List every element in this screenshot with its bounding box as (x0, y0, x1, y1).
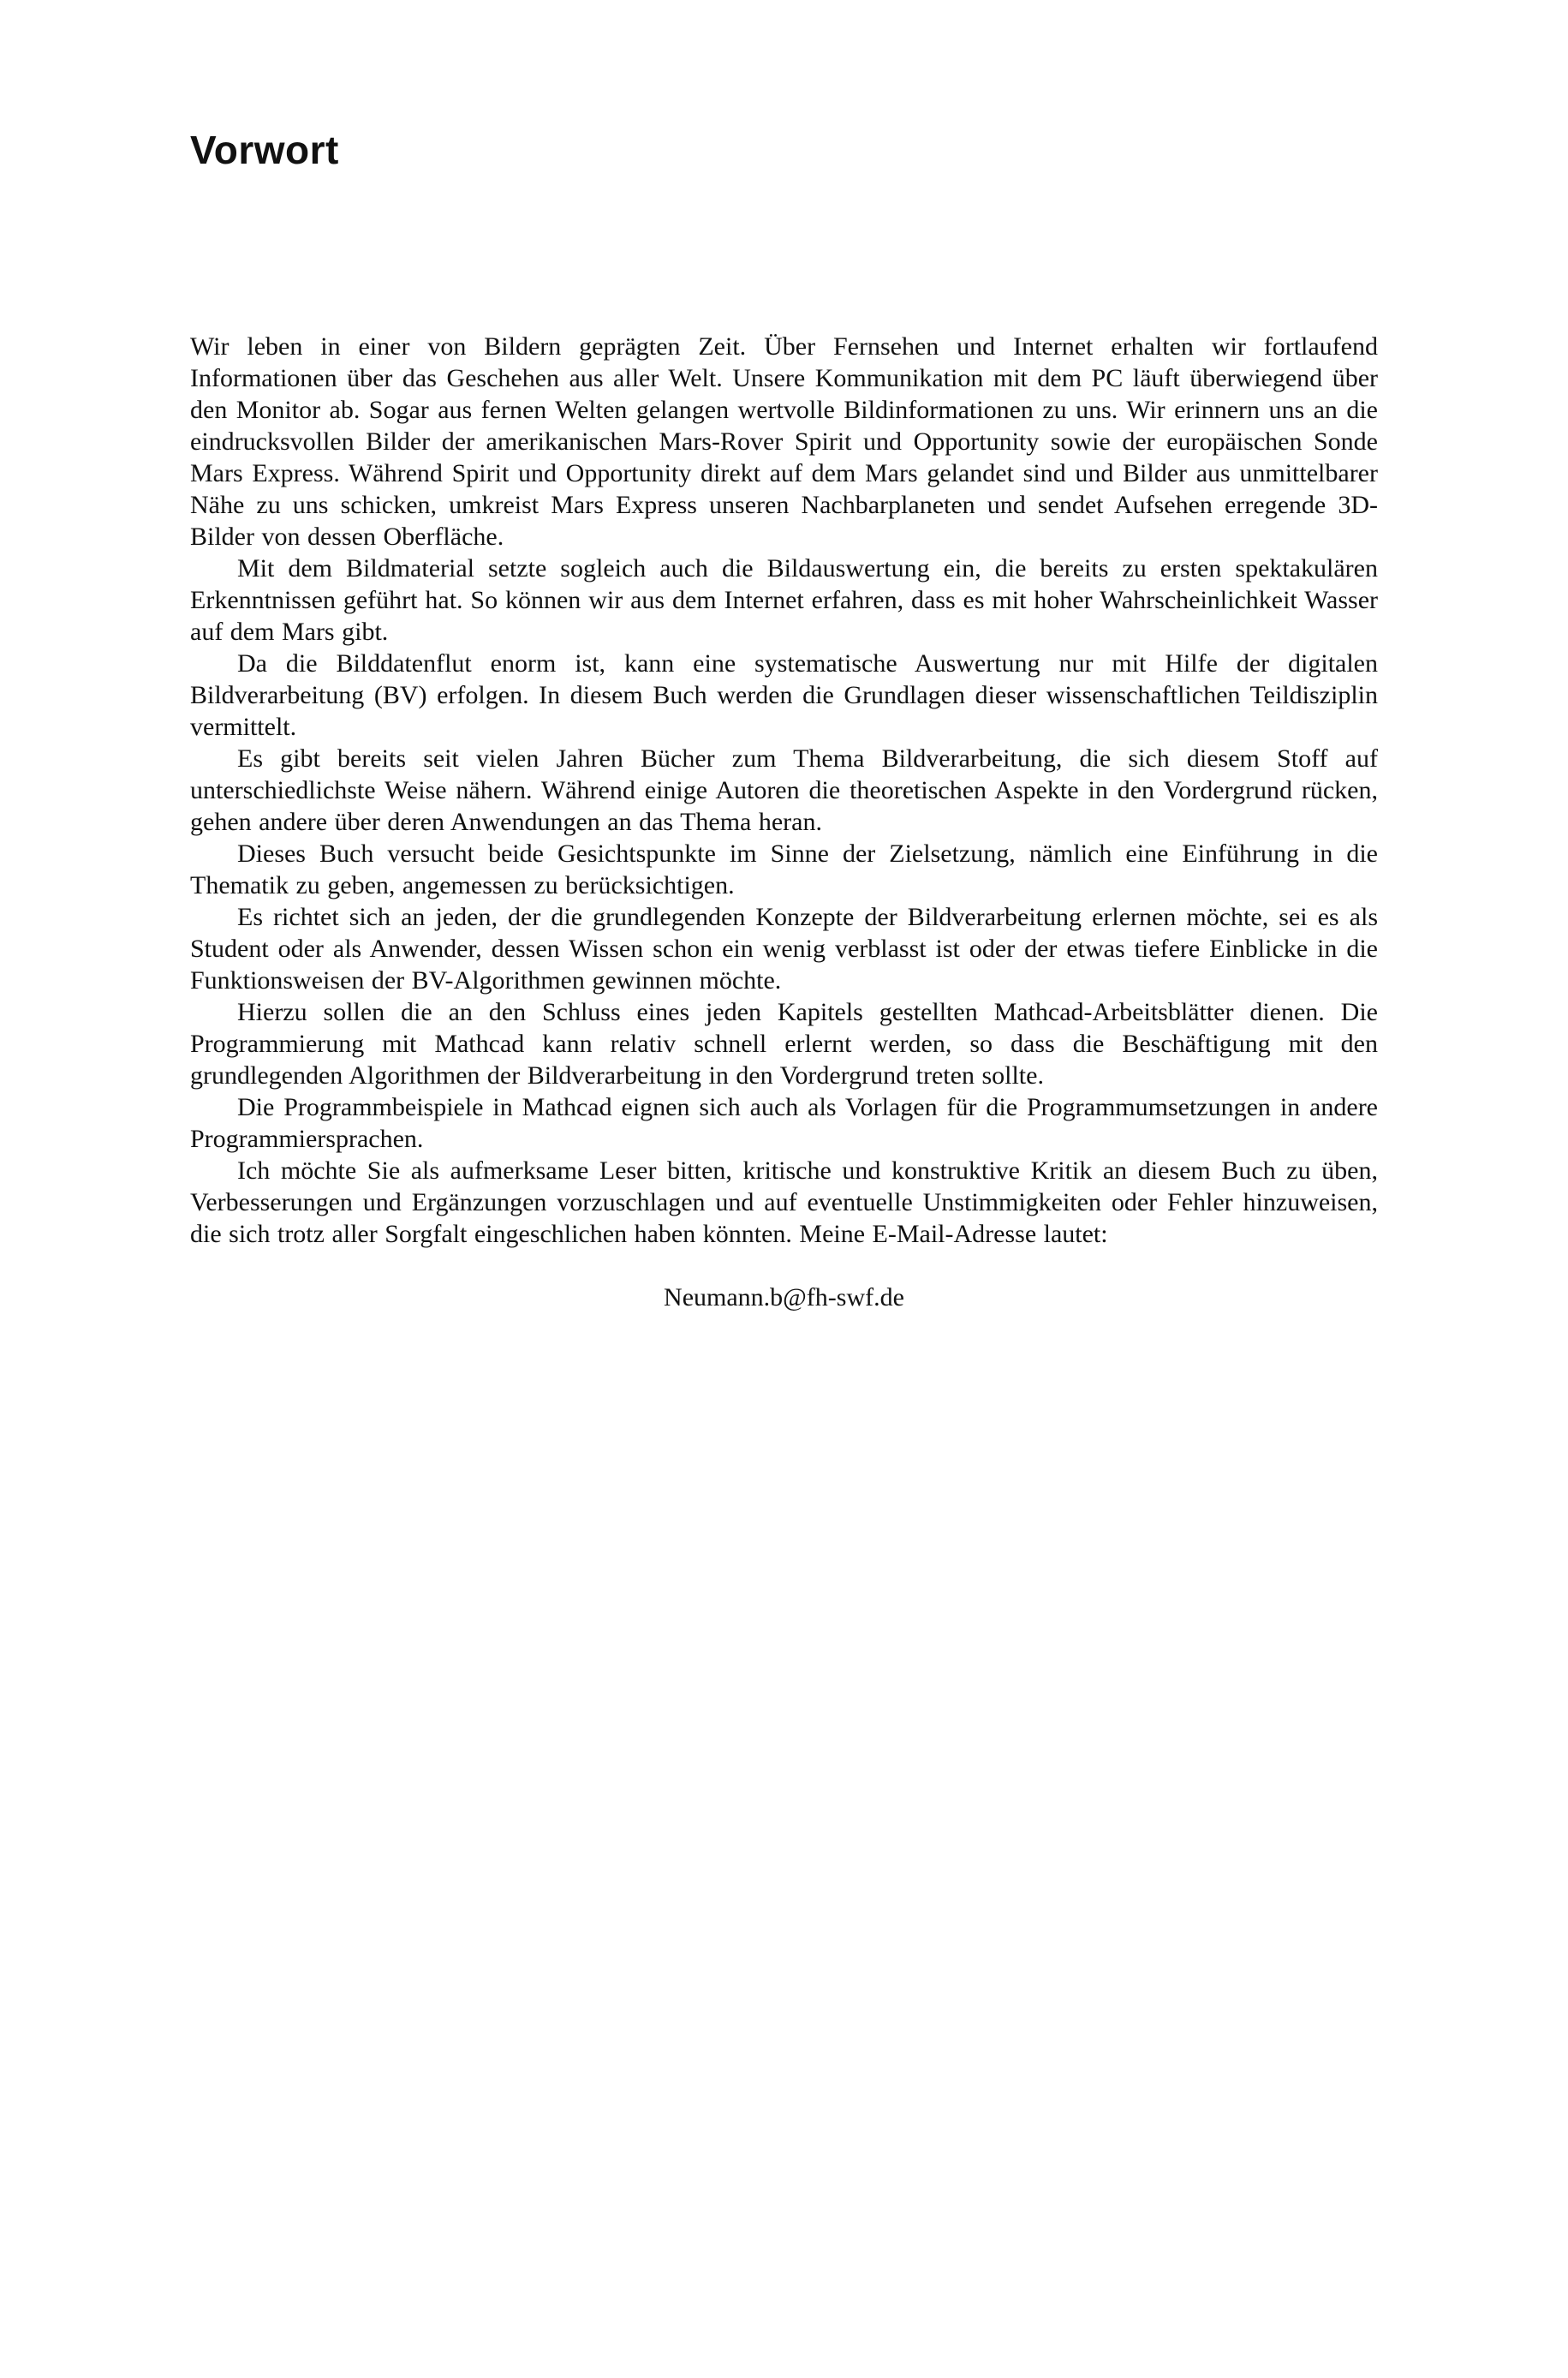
paragraph: Die Programmbeispiele in Mathcad eignen sich auch als Vorlagen für die Programmumsetzungen in andere Programmiersprachen. (190, 1092, 1378, 1153)
paragraph: Ich möchte Sie als aufmerksame Leser bitten, kritische und konstruktive Kritik an diesem Buch zu üben, Verbesserungen und Ergänzungen vorzuschlagen und auf eventuelle Unstimmigkeiten oder Fehler hinzuweisen, die sich trotz aller Sorgfalt eingeschlichen haben könnten. Meine E-Mail-Adresse lautet: (190, 1156, 1378, 1248)
paragraph: Mit dem Bildmaterial setzte sogleich auch die Bildauswertung ein, die bereits zu ersten spektakulären Erkenntnissen geführt hat. So können wir aus dem Internet erfahren, dass es mit hoher Wahrscheinlichkeit Wasser auf dem Mars gibt. (190, 553, 1378, 646)
paragraph: Da die Bilddatenflut enorm ist, kann eine systematische Auswertung nur mit Hilfe der digitalen Bildverarbeitung (BV) erfolgen. In diesem Buch werden die Grundlagen dieser wissenschaftlichen Teildisziplin vermittelt. (190, 648, 1378, 741)
body-text (190, 331, 1378, 1250)
page-title: Vorwort (190, 128, 339, 172)
paragraph: Es richtet sich an jeden, der die grundlegenden Konzepte der Bildverarbeitung erlernen möchte, sei es als Student oder als Anwender, dessen Wissen schon ein wenig verblasst ist oder der etwas tiefere Einblicke in die Funktionsweisen der BV-Algorithmen gewinnen möchte. (190, 902, 1378, 995)
paragraph: Wir leben in einer von Bildern geprägten Zeit. Über Fernsehen und Internet erhalten wir fortlaufend Informationen über das Geschehen aus aller Welt. Unsere Kommunikation mit dem PC läuft überwiegend über den Monitor ab. Sogar aus fernen Welten gelangen wertvolle Bildinformationen zu uns. Wir erinnern uns an die eindrucksvollen Bilder der amerikanischen Mars-Rover Spirit und Opportunity sowie der europäischen Sonde Mars Express. Während Spirit und Opportunity direkt auf dem Mars gelandet sind und Bilder aus unmittelbarer Nähe zu uns schicken, umkreist Mars Express unseren Nachbarplaneten und sendet Aufsehen erregende 3D-Bilder von dessen Oberfläche. (190, 332, 1378, 551)
email-address: Neumann.b@fh-swf.de (664, 1282, 904, 1311)
paragraph: Dieses Buch versucht beide Gesichtspunkte im Sinne der Zielsetzung, nämlich eine Einführung in die Thematik zu geben, angemessen zu berücksichtigen. (190, 839, 1378, 899)
paragraph: Es gibt bereits seit vielen Jahren Bücher zum Thema Bildverarbeitung, die sich diesem Stoff auf unterschiedlichste Weise nähern. Während einige Autoren die theoretischen Aspekte in den Vordergrund rücken, gehen andere über deren Anwendungen an das Thema heran. (190, 744, 1378, 836)
paragraph: Hierzu sollen die an den Schluss eines jeden Kapitels gestellten Mathcad-Arbeitsblätter dienen. Die Programmierung mit Mathcad kann relativ schnell erlernt werden, so dass die Beschäftigung mit den grundlegenden Algorithmen der Bildverarbeitung in den Vordergrund treten sollte. (190, 997, 1378, 1090)
